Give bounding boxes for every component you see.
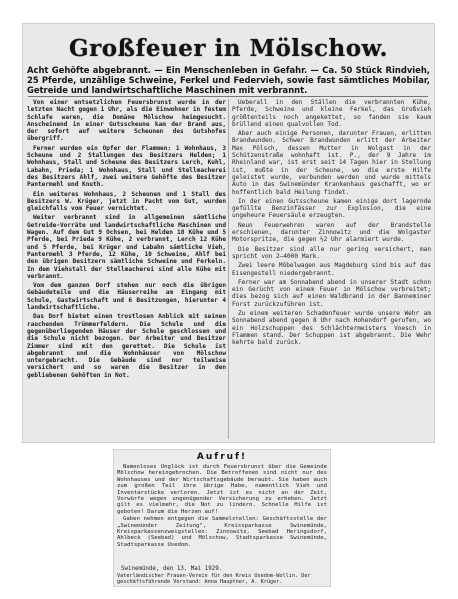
paragraph: Ferner war am Sonnabend abend in unserer Stadt schon ein Gerücht von einem Feuer in Mölschow verbreitet; dies bezog sich auf einen Waldbrand in der Banneminer Forst zurückzuführen ist. bbox=[232, 278, 431, 308]
paragraph: Aber auch einige Personen, darunter Frauen, erlitten Brandwunden. Schwer Brandwunden erlitt der Arbeiter Max Pölsch, dessen Mutter in Wolgast in der Schützenstraße wohnhaft ist. P., der 9 Jahre im Rheinland war, ist erst seit 14 Tagen hier in Stellung ist, mußte in der Scheune, wo die erste Hilfe geleistet wurde, verbunden werden und wurde mittels Auto in das Swinemünder Krankenhaus geschafft, wo er hoffentlich bald Heilung findet. bbox=[232, 130, 431, 196]
article-headline: Großfeuer in Mölschow. bbox=[68, 35, 389, 62]
paragraph: Vom dem ganzen Dorf stehen nur noch die übrigen Gebäudeteile und die Häuserreihe am Eingang mit Schule, Gastwirtschaft und 6 Besitzungen, hierunter 4 landwirtschaftliche. bbox=[27, 282, 226, 312]
deck-divider bbox=[28, 96, 428, 97]
notice-date: Swinemünde, den 13. Mai 1929. bbox=[121, 566, 223, 572]
notice-signature: Vaterländischer Frauen-Verein für den Kreis Usedom-Wollin. Der geschäftsführende Vorstand: Anna Hauptner, A. Krüger. bbox=[117, 573, 311, 585]
paragraph: Ueberall in den Ställen die verbrannten Kühe, Pferde, Schweine und kleine Ferkel, das Großvieh größtenteils noch angekettet, so fanden sie kaum brüllend einen qualvollen Tod. bbox=[232, 99, 431, 128]
article-column-right bbox=[232, 99, 431, 439]
paragraph: In der einen Gutsscheune kamen einige dort lagernde gefüllte Benzinfässer zur Explosion, die eine ungeheure Feuersäule erzeugten. bbox=[232, 197, 431, 220]
paragraph: Gaben nehmen entgegen die Sammelstellen: Geschäftsstelle der „Swinemünder Zeitung", Kreissparkasse Swinemünde, Kreisparkassenzweigstellen: Zinnowitz, Seebad Heringsdorf, Ahlbeck (Seebad) und Mölschow, Stadtsparkasse Swinemünde, Stadtsparkasse Usedom. bbox=[117, 516, 327, 548]
paragraph: Die Besitzer sind alle nur gering versichert, man spricht von 2—4000 Mark. bbox=[232, 245, 431, 260]
paragraph: Weiter verbrannt sind in allgemeinen sämtliche Getreide-Vorräte und landwirtschaftliche Maschinen und Wagen. Auf dem Gut 9 Ochsen, bei Helden 18 Kühe und 5 Pferde, bei Prieda 9 Kühe, 2 verbrannt, Lerch 12 Kühe und 5 Pferde, bei Krüger und Labahn sämtliche Vieh, Pantermehl 3 Pferde, 12 Kühe, 10 Schweine, Ahlf bei den übrigen Besitzern sämtliche Schweine und Ferkeln. In dem Viehstall der Stellmacherei sind alle Kühe mit verbrannt. bbox=[27, 214, 226, 280]
notice-title: Aufruf! bbox=[196, 452, 248, 462]
paragraph: Ferner wurden ein Opfer der Flammen: 1 Wohnhaus, 3 Scheune und 2 Stallungen des Besitzers Helden; 1 Wohnhaus, Stall und Scheune des Besitzers Lerch, Kuhl, Labahn, Prieda; 1 Wohnhaus, Stall und Stellmacherei des Besitzers Ahlf, zwei weitere Gehöfte des Besitzer Pantermehl und Knuth. bbox=[27, 144, 226, 189]
newspaper-article bbox=[22, 23, 435, 443]
paragraph: Namenloses Unglück ist durch Feuersbrunst über die Gemeinde Mölschow hereingebrochen. Die Betroffenen sind nicht nur des Wohnhauses und der Wirtschaftsgebäude beraubt. Sie haben auch zum großen Teil ihre übrige Habe, namentlich Vieh und Inventarstücke verloren. Jetzt ist es nicht an der Zeit, Vorwürfe wegen ungenügender Versicherung zu erheben. Jetzt gilt es vielmehr, die Not zu lindern. Schnelle Hilfe ist geboten! Darum die Herzen auf! bbox=[117, 464, 327, 515]
paragraph: Zwei leere Möbelwagen aus Magdeburg sind bis auf das Eisengestell niedergebrannt. bbox=[232, 262, 431, 277]
paragraph: Das Dorf bietet einen trostlosen Anblick mit seinen rauchenden Trümmerfeldern. Die Schule und die gegenüberliegenden Häuser der Schule geschlossen und die Schule nicht bezogen. Der Arbeiter und Besitzer Zimmer sind mit den gerettet. Die Schule ist abgebrannt und die Wohnhäuser von Mölschow untergebracht. Die Gebäude sind nur teilweise versichert und so waren die Besitzer in den gebliebenen Gehöften in Not. bbox=[27, 313, 226, 379]
article-deck: Acht Gehöfte abgebrannt. — Ein Menschenleben in Gefahr. — Ca. 50 Stück Rindvieh, 25 Pferde, unzählige Schweine, Ferkel und Federvieh, sowie fast sämtliches Mobilar, Getreide und landwirtschaftliche Maschinen mit verbrannt. bbox=[27, 65, 430, 95]
appeal-notice bbox=[113, 449, 331, 587]
paragraph: Neun Feuerwehren waren auf der Brandstelle erschienen, darunter Zinnowitz und die Wolgaster Motorspritze, die gegen ½2 Uhr alarmiert wurde. bbox=[232, 221, 431, 244]
notice-body bbox=[117, 464, 327, 566]
article-column-left bbox=[27, 99, 226, 439]
paragraph: Zu einem weiteren Schadenfeuer wurde unsere Wehr am Sonnabend abend gegen 8 Uhr nach Hohendorf gerufen, wo ein Holzschuppen des Schlächtermeisters Voesch in Flammen stand. Der Schuppen ist abgebrannt. Die Wehr kehrte bald zurück. bbox=[232, 310, 431, 347]
column-divider bbox=[228, 99, 229, 439]
paragraph: Ein weiteres Wohnhaus, 2 Scheunen und 1 Stall des Besitzers W. Krüger, jetzt in Pacht vom Gut, wurden gleichfalls vom Feuer vernichtet. bbox=[27, 190, 226, 213]
paragraph: Von einer entsetzlichen Feuersbrunst wurde in der letzten Nacht gegen 1 Uhr, als die Einwohner in festem Schlafe waren, die Domäne Mölschow heimgesucht. Anscheinend in einer Gutsscheune kam der Brand aus, der sofort auf weitere Scheunen des Gutshofes übergriff. bbox=[27, 99, 226, 143]
